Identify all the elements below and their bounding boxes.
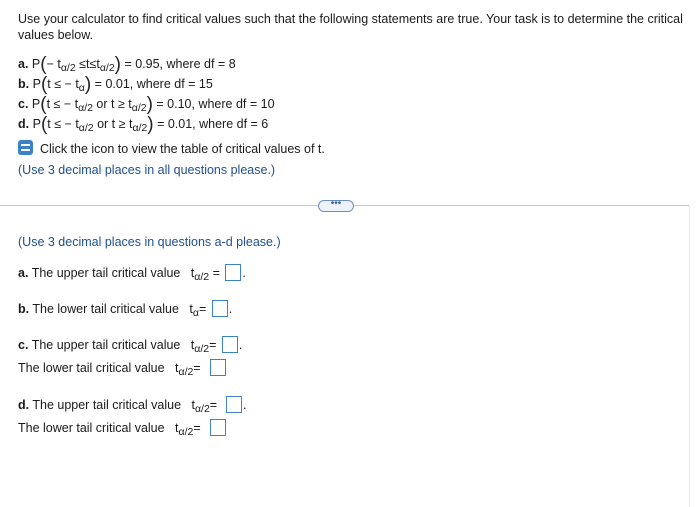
answer-d-lower-input[interactable] <box>210 419 226 436</box>
answer-b-input[interactable] <box>212 300 228 317</box>
answer-d-lower-row: The lower tail critical value $t_{\alpha/2}=$ <box>18 418 226 438</box>
statement-a: a. $P(- t_{\alpha/2} \le t\le t_{\alpha/2}) = 0.95$, where df = 8 <box>18 54 236 75</box>
answer-c-lower-input[interactable] <box>210 359 226 376</box>
answer-d-upper-input[interactable] <box>226 396 242 413</box>
answer-c-upper-input[interactable] <box>222 336 238 353</box>
statement-b: b. P(t ≤ − $t_\alpha) = 0.01$, where df = 15 <box>18 74 213 95</box>
problem-intro: Use your calculator to find critical values such that the following statements are true. Your task is to determine the critical values below. <box>18 12 683 42</box>
expand-more-button[interactable]: ••• <box>318 200 354 212</box>
answer-a-input[interactable] <box>225 264 241 281</box>
answer-c-lower-row: The lower tail critical value $t_{\alpha/2}=$ <box>18 358 226 378</box>
statement-d: d. P(t ≤ − $t_{\alpha/2}$ or $t \ge t_{\alpha/2}) = 0.01$, where df = 6 <box>18 114 269 135</box>
table-link[interactable]: Click the icon to view the table of critical values of t. <box>18 138 325 158</box>
answer-b-row: b. The lower tail critical value $t_\alpha=$ . <box>18 302 233 319</box>
scroll-edge <box>689 205 700 507</box>
statement-c: c. P(t ≤ − $t_{\alpha/2}$ or $t \ge t_{\alpha/2}) = 0.10$, where df = 10 <box>18 94 275 115</box>
answer-d-upper-row: d. The upper tail critical value $t_{\alpha/2}=$ . <box>18 398 247 415</box>
decimal-note-bottom: (Use 3 decimal places in questions a-d please.) <box>18 235 281 249</box>
answer-c-upper-row: c. The upper tail critical value $t_{\alpha/2}=$ . <box>18 338 243 355</box>
decimal-note-top: (Use 3 decimal places in all questions please.) <box>18 163 276 177</box>
table-icon[interactable] <box>18 140 33 155</box>
answer-a-row: a. The upper tail critical value $t_{\alpha/2}$ = . <box>18 266 246 283</box>
